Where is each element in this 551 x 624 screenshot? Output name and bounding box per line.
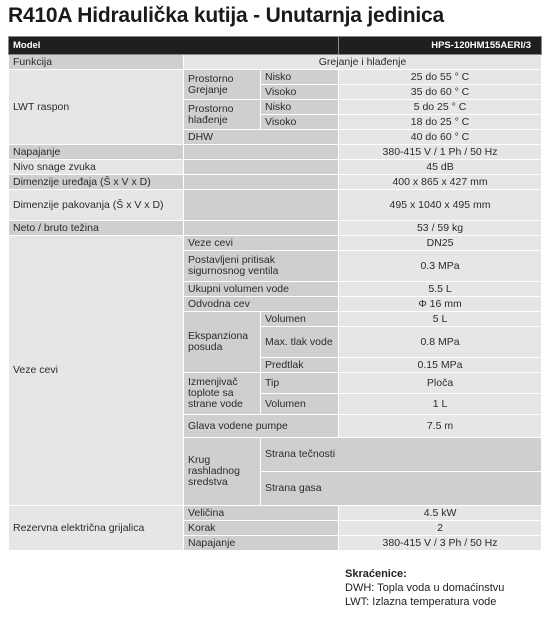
velicina-label: Veličina: [184, 506, 339, 521]
eks-tlak-value: 0.8 MPa: [339, 327, 542, 358]
row-label-napajanje: Napajanje: [9, 145, 184, 160]
row-label-krug: Krug rashladnog sredstva: [184, 438, 261, 506]
izm-tip-label: Tip: [261, 373, 339, 394]
eks-predtlak-value: 0.15 MPa: [339, 358, 542, 373]
table-row: [9, 70, 542, 85]
pritisak-value: 0.3 MPa: [339, 251, 542, 282]
abbreviation-lwt: LWT: Izlazna temperatura vode: [345, 596, 497, 608]
table-row: [9, 506, 542, 521]
gas-label: Strana gasa: [261, 472, 542, 506]
lwt-visoko-label: Visoko: [261, 85, 339, 100]
veze-cevi-value: DN25: [339, 236, 542, 251]
lwt-visoko-label: Visoko: [261, 115, 339, 130]
table-row: [9, 145, 542, 160]
row-label-lwt: LWT raspon: [9, 70, 184, 145]
glava-value: 7.5 m: [339, 415, 542, 438]
odvod-label: Odvodna cev: [184, 297, 339, 312]
table-row: [9, 236, 542, 251]
row-label-veze: Veze cevi: [9, 236, 184, 506]
izm-volumen-value: 1 L: [339, 394, 542, 415]
lwt-nisko-label: Nisko: [261, 70, 339, 85]
lwt-grejanje-label: Prostorno Grejanje: [184, 70, 261, 100]
spec-table: [8, 36, 542, 551]
table-row: [9, 55, 542, 70]
eks-volumen-value: 5 L: [339, 312, 542, 327]
pritisak-label: Postavljeni pritisak sigurnosnog ventila: [184, 251, 339, 282]
izm-tip-value: Ploča: [339, 373, 542, 394]
row-label-pakovanje: Dimenzije pakovanja (Š x V x D): [9, 190, 184, 221]
row-value-dimenzije: 400 x 865 x 427 mm: [339, 175, 542, 190]
table-header-row: [9, 37, 542, 55]
glava-label: Glava vodene pumpe: [184, 415, 339, 438]
odvod-value: Φ 16 mm: [339, 297, 542, 312]
model-label: Model: [9, 37, 339, 55]
lwt-grejanje-nisko: 25 do 55 ° C: [339, 70, 542, 85]
table-row: [9, 221, 542, 236]
eks-predtlak-label: Predtlak: [261, 358, 339, 373]
row-label-zvuk: Nivo snage zvuka: [9, 160, 184, 175]
velicina-value: 4.5 kW: [339, 506, 542, 521]
grijalica-napajanje-value: 380-415 V / 3 Ph / 50 Hz: [339, 536, 542, 551]
row-label-funkcija: Funkcija: [9, 55, 184, 70]
tecnost-label: Strana tečnosti: [261, 438, 542, 472]
table-row: [9, 190, 542, 221]
lwt-hladjenje-label: Prostorno hlađenje: [184, 100, 261, 130]
abbreviations-title: Skraćenice:: [345, 568, 407, 580]
row-value-tezina: 53 / 59 kg: [339, 221, 542, 236]
table-row: [9, 175, 542, 190]
row-label-tezina: Neto / bruto težina: [9, 221, 184, 236]
model-value: HPS-120HM155AERI/3: [339, 37, 542, 55]
table-row: [9, 160, 542, 175]
lwt-nisko-label: Nisko: [261, 100, 339, 115]
volumen-value: 5.5 L: [339, 282, 542, 297]
grijalica-napajanje-label: Napajanje: [184, 536, 339, 551]
row-value-pakovanje: 495 x 1040 x 495 mm: [339, 190, 542, 221]
page-title: R410A Hidraulička kutija - Unutarnja jedinica: [8, 4, 445, 27]
row-value-napajanje: 380-415 V / 1 Ph / 50 Hz: [339, 145, 542, 160]
eks-volumen-label: Volumen: [261, 312, 339, 327]
ekspanzija-label: Ekspanziona posuda: [184, 312, 261, 373]
row-value-zvuk: 45 dB: [339, 160, 542, 175]
izm-volumen-label: Volumen: [261, 394, 339, 415]
korak-value: 2: [339, 521, 542, 536]
veze-cevi-label: Veze cevi: [184, 236, 339, 251]
lwt-hladjenje-visoko: 18 do 25 ° C: [339, 115, 542, 130]
volumen-label: Ukupni volumen vode: [184, 282, 339, 297]
lwt-hladjenje-nisko: 5 do 25 ° C: [339, 100, 542, 115]
eks-tlak-label: Max. tlak vode: [261, 327, 339, 358]
izmenjivac-label: Izmenjivač toplote sa strane vode: [184, 373, 261, 415]
lwt-dhw-label: DHW: [184, 130, 339, 145]
row-label-dimenzije: Dimenzije uređaja (Š x V x D): [9, 175, 184, 190]
row-value-funkcija: Grejanje i hlađenje: [184, 55, 542, 70]
abbreviation-dhw: DWH: Topla voda u domaćinstvu: [345, 582, 505, 594]
lwt-dhw-value: 40 do 60 ° C: [339, 130, 542, 145]
row-label-grijalica: Rezervna električna grijalica: [9, 506, 184, 551]
lwt-grejanje-visoko: 35 do 60 ° C: [339, 85, 542, 100]
korak-label: Korak: [184, 521, 339, 536]
abbreviations-note: [345, 567, 504, 609]
